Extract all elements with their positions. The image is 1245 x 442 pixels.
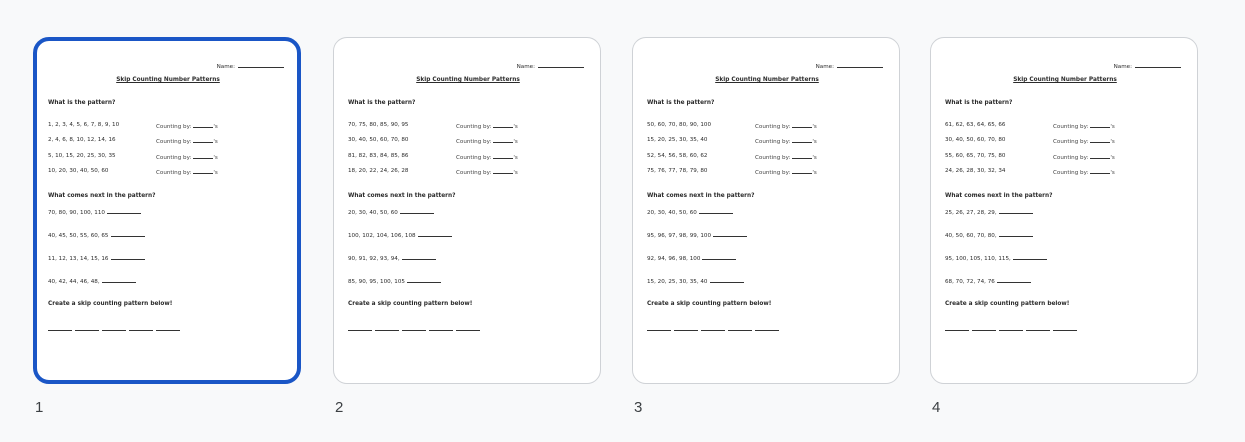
page-number: 4 [932,399,941,416]
worksheet [346,38,590,383]
worksheet-title: Skip Counting Number Patterns [1013,77,1117,83]
page-thumbnail-1[interactable] [33,37,303,416]
page-card[interactable] [930,37,1198,384]
create-blanks [945,325,1080,333]
pattern-sequence: 52, 54, 56, 58, 60, 62 [647,153,708,159]
name-label: Name: [216,64,235,70]
next-item: 68, 70, 72, 74, 76 [945,277,1031,285]
create-blanks [348,325,483,333]
worksheet-title: Skip Counting Number Patterns [416,77,520,83]
pattern-sequence: 30, 40, 50, 60, 70, 80 [348,137,409,143]
next-item: 95, 96, 97, 98, 99, 100 [647,231,747,239]
page-thumbnail-3[interactable] [632,37,902,416]
name-blank [538,62,584,68]
next-item: 40, 42, 44, 46, 48, [48,277,136,285]
worksheet-title: Skip Counting Number Patterns [116,77,220,83]
next-item: 25, 26, 27, 28, 29, [945,208,1033,216]
name-label: Name: [1113,64,1132,70]
section-heading-pattern: What is the pattern? [348,100,416,106]
page-number: 1 [35,399,44,416]
section-heading-create: Create a skip counting pattern below! [48,301,173,307]
pattern-sequence: 30, 40, 50, 60, 70, 80 [945,137,1006,143]
name-blank [837,62,883,68]
worksheet [645,38,889,383]
counting-by: Counting by: 's [1053,139,1115,145]
pattern-sequence: 2, 4, 6, 8, 10, 12, 14, 16 [48,137,116,143]
pattern-sequence: 75, 76, 77, 78, 79, 80 [647,168,708,174]
name-field [816,62,883,70]
next-item: 40, 45, 50, 55, 60, 65 [48,231,145,239]
counting-by: Counting by: 's [456,139,518,145]
pattern-sequence: 55, 60, 65, 70, 75, 80 [945,153,1006,159]
counting-by: Counting by: 's [156,124,218,130]
pattern-sequence: 50, 60, 70, 80, 90, 100 [647,122,712,128]
next-item: 15, 20, 25, 30, 35, 40 [647,277,744,285]
pattern-sequence: 24, 26, 28, 30, 32, 34 [945,168,1006,174]
counting-by: Counting by: 's [1053,124,1115,130]
page-card[interactable] [333,37,601,384]
pattern-sequence: 18, 20, 22, 24, 26, 28 [348,168,409,174]
next-item: 95, 100, 105, 110, 115, [945,254,1047,262]
next-item: 85, 90, 95, 100, 105 [348,277,441,285]
worksheet-title: Skip Counting Number Patterns [715,77,819,83]
counting-by: Counting by: 's [156,155,218,161]
section-heading-next: What comes next in the pattern? [647,193,755,199]
next-item: 90, 91, 92, 93, 94, [348,254,436,262]
next-item: 100, 102, 104, 106, 108 [348,231,452,239]
pattern-sequence: 81, 82, 83, 84, 85, 86 [348,153,409,159]
section-heading-pattern: What is the pattern? [647,100,715,106]
create-blanks [48,325,183,333]
page-card[interactable] [632,37,900,384]
next-item: 40, 50, 60, 70, 80, [945,231,1033,239]
section-heading-create: Create a skip counting pattern below! [647,301,772,307]
section-heading-pattern: What is the pattern? [48,100,116,106]
pattern-sequence: 10, 20, 30, 40, 50, 60 [48,168,109,174]
next-item: 20, 30, 40, 50, 60 [647,208,733,216]
name-field [1114,62,1181,70]
counting-by: Counting by: 's [456,124,518,130]
name-label: Name: [815,64,834,70]
next-item: 70, 80, 90, 100, 110 [48,208,141,216]
worksheet [46,38,290,377]
counting-by: Counting by: 's [1053,155,1115,161]
counting-by: Counting by: 's [755,124,817,130]
counting-by: Counting by: 's [1053,170,1115,176]
counting-by: Counting by: 's [755,139,817,145]
pattern-sequence: 61, 62, 63, 64, 65, 66 [945,122,1006,128]
next-item: 11, 12, 13, 14, 15, 16 [48,254,145,262]
page-thumbnail-2[interactable] [333,37,603,416]
section-heading-next: What comes next in the pattern? [348,193,456,199]
counting-by: Counting by: 's [456,170,518,176]
name-blank [1135,62,1181,68]
section-heading-create: Create a skip counting pattern below! [348,301,473,307]
counting-by: Counting by: 's [755,170,817,176]
create-blanks [647,325,782,333]
next-item: 92, 94, 96, 98, 100 [647,254,736,262]
name-field [217,62,284,70]
pattern-sequence: 15, 20, 25, 30, 35, 40 [647,137,708,143]
name-field [517,62,584,70]
page-card-selected[interactable] [33,37,301,384]
counting-by: Counting by: 's [156,170,218,176]
pattern-sequence: 1, 2, 3, 4, 5, 6, 7, 8, 9, 10 [48,122,120,128]
section-heading-next: What comes next in the pattern? [48,193,156,199]
pattern-sequence: 5, 10, 15, 20, 25, 30, 35 [48,153,116,159]
section-heading-pattern: What is the pattern? [945,100,1013,106]
counting-by: Counting by: 's [156,139,218,145]
worksheet [943,38,1187,383]
name-label: Name: [516,64,535,70]
counting-by: Counting by: 's [456,155,518,161]
page-number: 3 [634,399,643,416]
pattern-sequence: 70, 75, 80, 85, 90, 95 [348,122,409,128]
next-item: 20, 30, 40, 50, 60 [348,208,434,216]
name-blank [238,62,284,68]
counting-by: Counting by: 's [755,155,817,161]
section-heading-create: Create a skip counting pattern below! [945,301,1070,307]
page-thumbnail-4[interactable] [930,37,1200,416]
page-number: 2 [335,399,344,416]
section-heading-next: What comes next in the pattern? [945,193,1053,199]
